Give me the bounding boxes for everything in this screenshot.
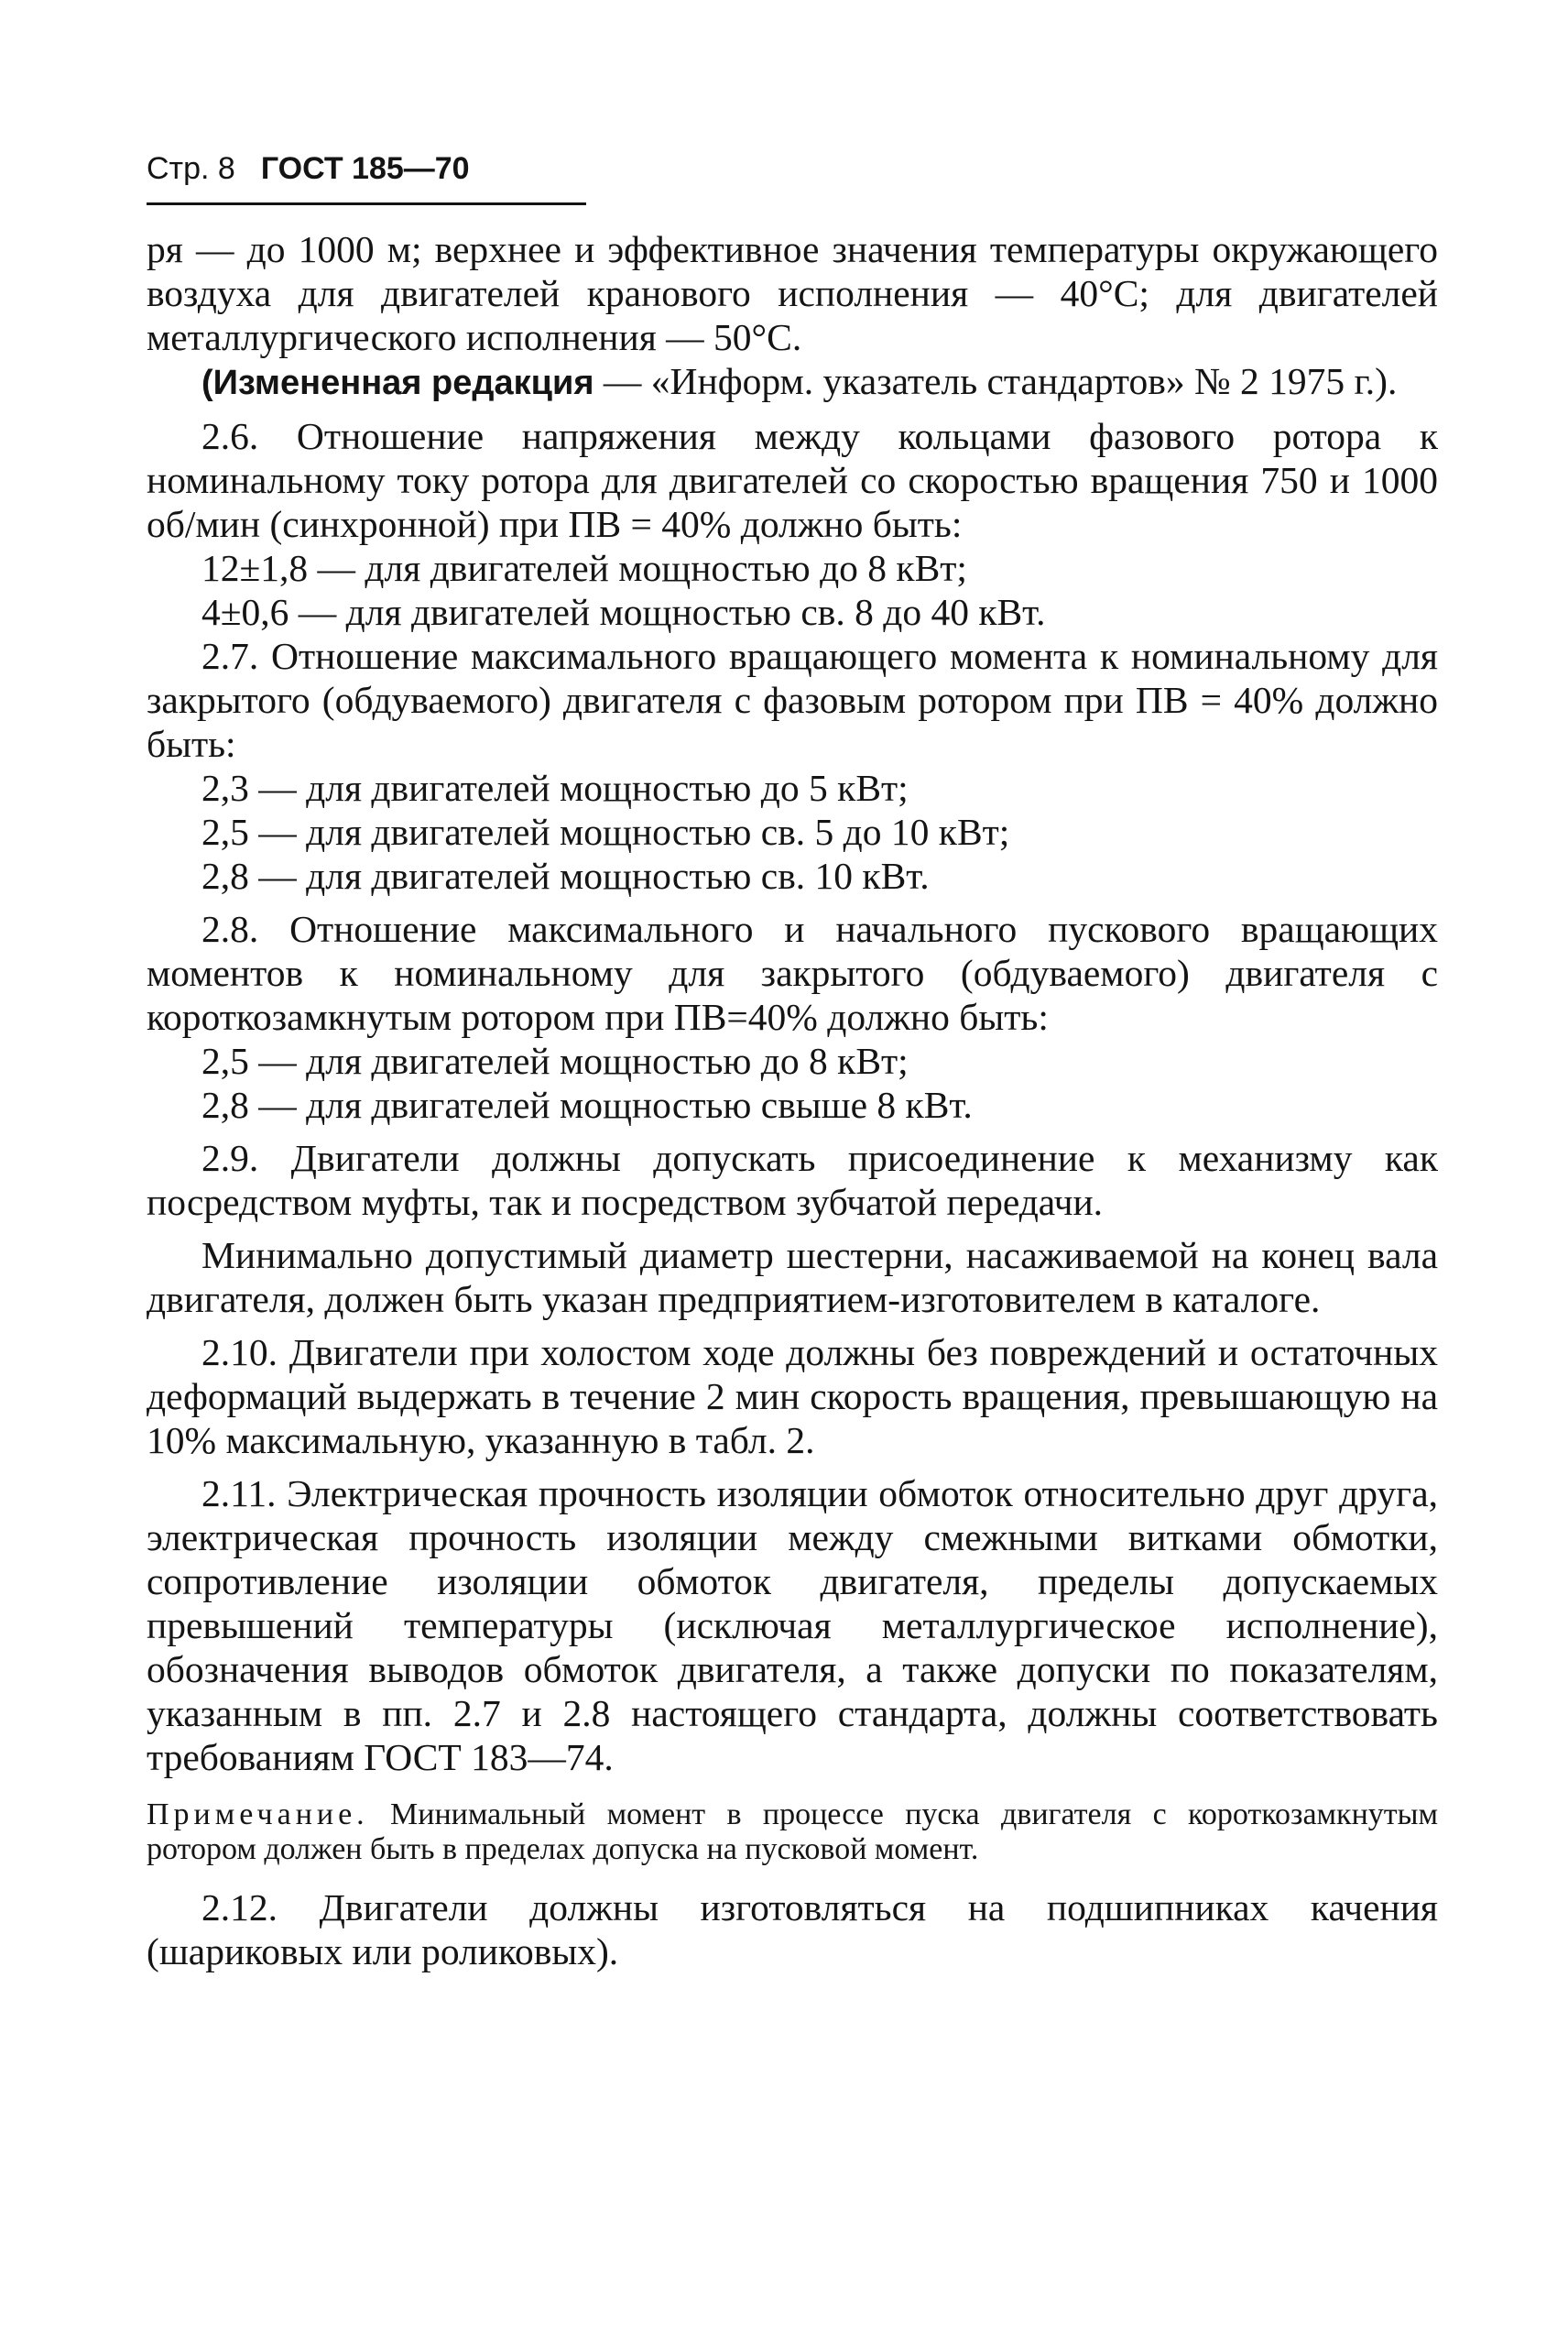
- list-item: 2,3 — для двигателей мощностью до 5 кВт;: [201, 767, 909, 809]
- paragraph-intro: ря — до 1000 м; верхнее и эффективное значения температуры окружающего воздуха для двигателей кранового исполнения — 40°С; для двигателей металлургического исполнения — 50°С.: [147, 228, 1438, 358]
- list-item: 2,8 — для двигателей мощностью свыше 8 кВт.: [201, 1084, 973, 1126]
- paragraph-2-7: 2.7. Отношение максимального вращающего момента к номинальному для закрытого (обдуваемого) двигателя с фазовым ротором при ПВ = 40% должно быть:: [147, 635, 1438, 765]
- paragraph-2-10: 2.10. Двигатели при холостом ходе должны без повреждений и остаточных деформаций выдержать в течение 2 мин скорость вращения, превышающую на 10% максимальную, указанную в табл. 2.: [147, 1331, 1438, 1461]
- list-item: 2,5 — для двигателей мощностью до 8 кВт;: [201, 1040, 909, 1082]
- change-note-rest: — «Информ. указатель стандартов» № 2 1975 г.).: [593, 360, 1398, 402]
- paragraph-2-9: 2.9. Двигатели должны допускать присоединение к механизму как посредством муфты, так и посредством зубчатой передачи.: [147, 1137, 1438, 1223]
- list-item: 2,8 — для двигателей мощностью св. 10 кВт.: [201, 855, 930, 897]
- standard-title: ГОСТ 185—70: [260, 151, 470, 186]
- note: [147, 1797, 1438, 1867]
- paragraph-2-6: 2.6. Отношение напряжения между кольцами фазового ротора к номинальному току ротора для двигателей со скоростью вращения 750 и 1000 об/мин (синхронной) при ПВ = 40% должно быть:: [147, 415, 1438, 545]
- paragraph-change-note: [147, 359, 1438, 405]
- paragraph-2-9-b: Минимально допустимый диаметр шестерни, насаживаемой на конец вала двигателя, должен быть указан предприятием-изготовителем в каталоге.: [147, 1234, 1438, 1320]
- document-page: [147, 151, 1438, 1973]
- note-text: Минимальный момент в процессе пуска двигателя с короткозамкнутым ротором должен быть в пределах допуска на пусковой момент.: [147, 1797, 1438, 1866]
- paragraph-2-12: 2.12. Двигатели должны изготовляться на подшипниках качения (шариковых или роликовых).: [147, 1886, 1438, 1972]
- page-number: Стр. 8: [147, 151, 235, 186]
- list-item: 4±0,6 — для двигателей мощностью св. 8 до 40 кВт.: [201, 591, 1046, 633]
- page-header: [147, 151, 1438, 197]
- list-item: 12±1,8 — для двигателей мощностью до 8 кВт;: [201, 547, 967, 589]
- change-note-bold: (Измененная редакция: [201, 364, 594, 402]
- header-rule: [147, 202, 586, 205]
- note-label: Примечание.: [147, 1797, 369, 1831]
- paragraph-2-11: 2.11. Электрическая прочность изоляции обмоток относительно друг друга, электрическая прочность изоляции между смежными витками обмотки, сопротивление изоляции обмоток двигателя, пределы допускаемых превышений температуры (исключая металлургическое исполнение), обозначения выводов обмоток двигателя, а также допуски по показателям, указанным в пп. 2.7 и 2.8 настоящего стандарта, должны соответствовать требованиям ГОСТ 183—74.: [147, 1472, 1438, 1778]
- paragraph-2-8: 2.8. Отношение максимального и начального пускового вращающих моментов к номинальному для закрытого (обдуваемого) двигателя с короткозамкнутым ротором при ПВ=40% должно быть:: [147, 908, 1438, 1038]
- list-item: 2,5 — для двигателей мощностью св. 5 до 10 кВт;: [201, 811, 1010, 853]
